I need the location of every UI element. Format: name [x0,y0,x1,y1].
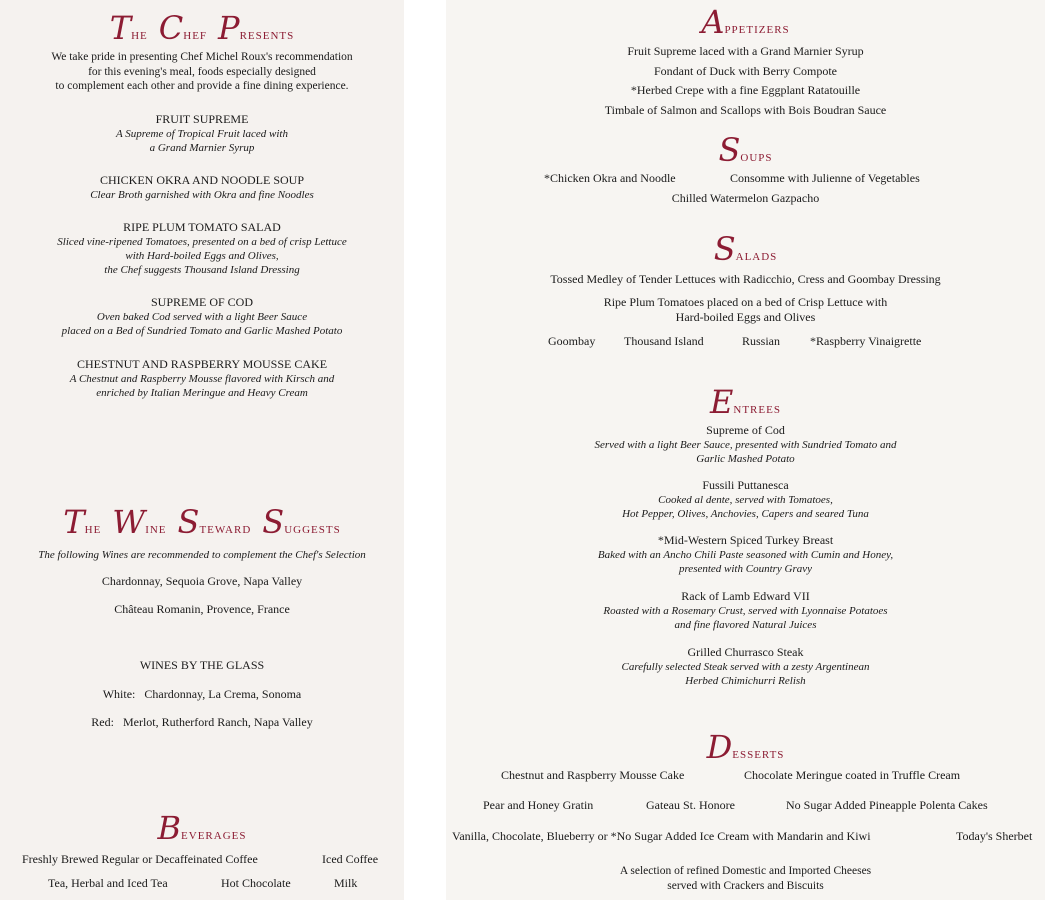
course-mousse-cake [0,357,404,400]
wine-title-word-3: teward [199,520,252,537]
chef-intro-line: to complement each other and provide a fine dining experience. [55,80,349,92]
beverage-item: Milk [334,876,358,890]
course-plum-tomato-salad [0,220,404,277]
entree-name: Supreme of Cod [706,423,785,437]
beverages-title-word: everages [181,826,247,843]
wine-intro-text: The following Wines are recommended to complement the Chef's Selection [38,549,366,561]
soups-title-word: oups [740,148,773,165]
beverage-item: Tea, Herbal and Iced Tea [48,876,168,890]
course-desc: A Supreme of Tropical Fruit laced with [116,127,288,140]
chef-title-word-3: resents [239,26,295,43]
beverages-title-cap: B [157,809,182,847]
wine-item-1 [0,574,404,589]
dessert-item: Vanilla, Chocolate, Blueberry or *No Sugar Added Ice Cream with Mandarin and Kiwi [452,829,871,843]
beverages-title [0,809,404,847]
chef-title-word-2: hef [183,26,208,43]
page-gap [404,0,446,900]
dressing-item: Russian [742,334,781,348]
salad-plum-tomatoes [446,295,1045,324]
glass-red: Red: Merlot, Rutherford Ranch, Napa Valley [91,715,313,729]
soup-item: Chilled Watermelon Gazpacho [671,191,820,205]
chef-title-cap-3: P [218,9,240,47]
salads-title-word: alads [735,247,778,264]
appetizers-title-cap: A [701,3,725,41]
wine-steward-title [0,503,404,541]
wines-by-glass-heading [0,658,404,673]
dessert-item: Chestnut and Raspberry Mousse Cake [501,768,685,782]
chef-presents-title [0,9,404,47]
soup-item: *Chicken Okra and Noodle [544,171,676,185]
salad-item: Tossed Medley of Tender Lettuces with Radicchio, Cress and Goombay Dressing [550,272,941,286]
dessert-item: Today's Sherbet [956,829,1033,843]
course-name: CHICKEN OKRA AND NOODLE SOUP [99,173,304,187]
entree-fussili-puttanesca [446,478,1045,521]
course-fruit-supreme [0,112,404,155]
appetizers-title-word: ppetizers [724,20,790,37]
cheese-selection [446,864,1045,894]
wine-by-glass-red [0,715,404,730]
beverage-item: Hot Chocolate [221,876,291,890]
wine-item-2 [0,602,404,617]
wine-name: Château Romanin, Provence, France [114,602,290,616]
desserts-title-cap: D [706,728,733,766]
soups-row-2 [446,191,1045,206]
course-desc: Sliced vine-ripened Tomatoes, presented on a bed of crisp Lettuce [57,235,347,248]
dressing-item: Thousand Island [624,334,704,348]
entree-turkey-breast [446,533,1045,576]
glass-white: White: Chardonnay, La Crema, Sonoma [102,687,302,701]
dessert-item: Gateau St. Honore [646,798,735,812]
dressing-item: Goombay [548,334,596,348]
entree-rack-of-lamb [446,589,1045,632]
course-desc: Clear Broth garnished with Okra and fine Noodles [90,188,314,201]
chef-intro-line: for this evening's meal, foods especially designed [88,65,316,78]
salad-item: Hard-boiled Eggs and Olives [675,309,816,324]
salad-item: Ripe Plum Tomatoes placed on a bed of Crisp Lettuce with [603,295,888,309]
course-desc: A Chestnut and Raspberry Mousse flavored with Kirsch and [69,372,335,385]
course-desc: Oven baked Cod served with a light Beer Sauce [96,310,308,323]
dessert-item: Chocolate Meringue coated in Truffle Cream [744,768,961,782]
dessert-item: Pear and Honey Gratin [483,798,594,812]
left-menu-page [0,0,404,900]
course-chicken-okra-soup [0,173,404,202]
wine-title-cap-4: S [262,503,285,541]
entree-desc: and fine flavored Natural Juices [674,618,817,631]
chef-title-cap-2: C [158,9,184,47]
glass-heading: WINES BY THE GLASS [139,658,265,672]
appetizers-list [446,42,1045,120]
wine-title-cap-3: S [177,503,200,541]
entree-desc: presented with Country Gravy [678,562,813,575]
appetizer-item: Fruit Supreme laced with a Grand Marnier Syrup [627,44,864,58]
cheese-line: A selection of refined Domestic and Imported Cheeses [619,865,872,877]
chef-intro-line: We take pride in presenting Chef Michel Roux's recommendation [51,51,353,63]
wine-title-word-2: ine [145,520,167,537]
course-desc: a Grand Marnier Syrup [149,141,255,154]
dessert-item: No Sugar Added Pineapple Polenta Cakes [786,798,988,812]
appetizer-item: Timbale of Salmon and Scallops with Bois Boudran Sauce [604,102,887,117]
wine-title-word-4: uggests [284,520,341,537]
course-name: RIPE PLUM TOMATO SALAD [123,220,281,234]
entree-supreme-of-cod [446,423,1045,466]
course-desc: placed on a Bed of Sundried Tomato and Garlic Mashed Potato [61,324,343,337]
entree-desc: Cooked al dente, served with Tomatoes, [658,493,833,506]
entree-desc: Herbed Chimichurri Relish [685,674,806,687]
soup-item: Consomme with Julienne of Vegetables [730,171,920,185]
entree-desc: Carefully selected Steak served with a zesty Argentinean [621,660,870,673]
entrees-title-cap: E [710,383,734,421]
course-name: CHESTNUT AND RASPBERRY MOUSSE CAKE [76,357,328,371]
wine-by-glass-white [0,687,404,702]
course-desc: enriched by Italian Meringue and Heavy Cream [96,386,308,399]
salad-medley [446,272,1045,287]
entree-name: Fussili Puttanesca [702,478,789,492]
entree-name: *Mid-Western Spiced Turkey Breast [657,533,834,547]
salads-title-cap: S [713,230,736,268]
course-supreme-of-cod [0,295,404,338]
appetizer-item: *Herbed Crepe with a fine Eggplant Ratatouille [630,83,861,97]
entrees-title [446,383,1045,421]
course-desc: with Hard-boiled Eggs and Olives, [125,249,279,262]
course-name: FRUIT SUPREME [155,112,249,126]
entree-desc: Served with a light Beer Sauce, presented with Sundried Tomato and [594,438,897,451]
entree-desc: Baked with an Ancho Chili Paste seasoned with Cumin and Honey, [597,548,894,561]
cheese-line: served with Crackers and Biscuits [667,880,824,892]
right-menu-page [446,0,1045,900]
chef-title-cap-1: T [109,9,132,47]
soups-title-cap: S [718,131,741,169]
chef-title-word-1: he [131,26,148,43]
course-name: SUPREME OF COD [150,295,254,309]
entree-desc: Garlic Mashed Potato [696,452,795,465]
wine-title-cap-1: T [63,503,85,541]
entree-desc: Hot Pepper, Olives, Anchovies, Capers and seared Tuna [622,507,869,520]
entree-desc: Roasted with a Rosemary Crust, served with Lyonnaise Potatoes [603,604,888,617]
wine-title-word-1: he [84,520,102,537]
wine-title-cap-2: W [112,503,146,541]
entrees-title-word: ntrees [733,400,781,417]
beverage-item: Freshly Brewed Regular or Decaffeinated Coffee [22,852,258,866]
desserts-title [446,728,1045,766]
chef-intro [0,50,404,94]
beverage-item: Iced Coffee [322,852,379,866]
course-desc: the Chef suggests Thousand Island Dressing [104,263,300,276]
appetizers-title [446,3,1045,41]
entree-churrasco-steak [446,645,1045,688]
entree-name: Grilled Churrasco Steak [687,645,804,659]
dressing-item: *Raspberry Vinaigrette [810,334,922,348]
appetizer-item: Fondant of Duck with Berry Compote [654,63,837,78]
soups-title [446,131,1045,169]
desserts-title-word: esserts [732,745,785,762]
entree-name: Rack of Lamb Edward VII [681,589,810,603]
wine-name: Chardonnay, Sequoia Grove, Napa Valley [101,574,303,588]
wine-intro [0,548,404,562]
salads-title [446,230,1045,268]
